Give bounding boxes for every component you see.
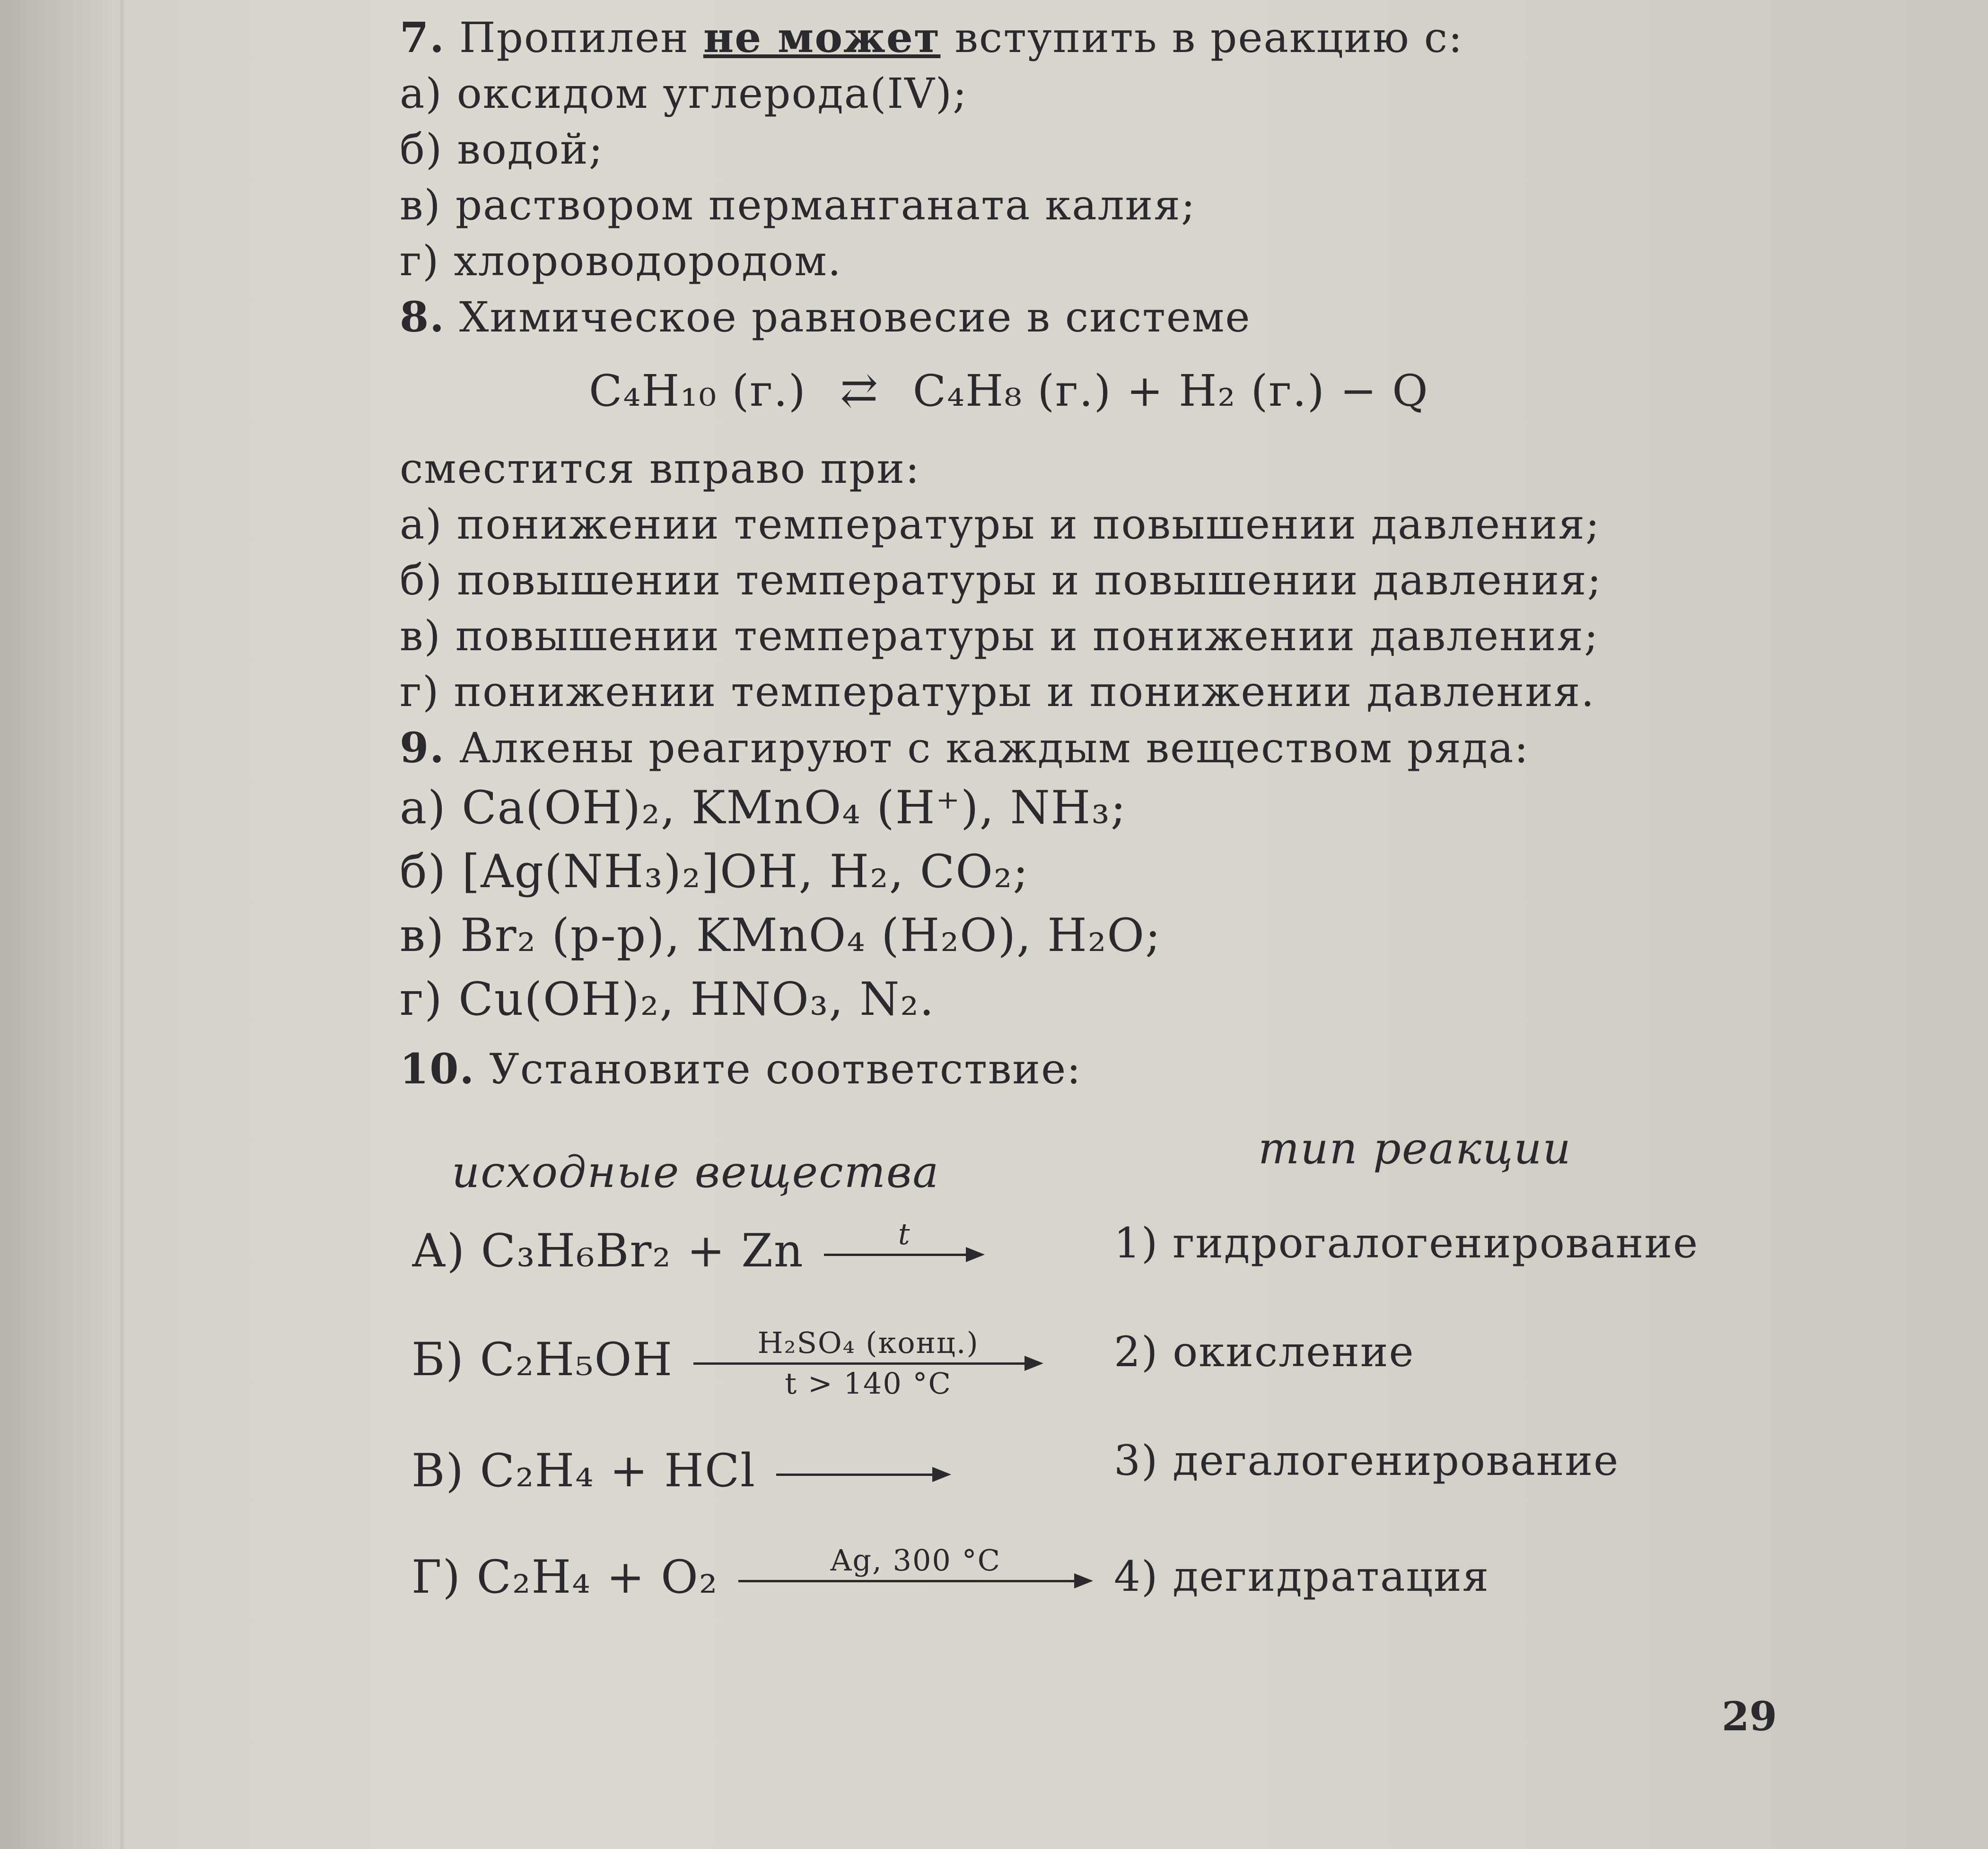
reaction-arrow-c: [776, 1446, 951, 1503]
reaction-arrow-a: [824, 1217, 985, 1283]
reactant-b-label: Б) C₂H₅OH: [412, 1333, 674, 1386]
question-8-option-a: а) понижении температуры и повышении давления;: [400, 500, 1601, 549]
arrow-c-head-icon: [932, 1467, 951, 1482]
reaction-type-4: 4) дегидратация: [1114, 1552, 1490, 1601]
reactant-a: [412, 1217, 985, 1283]
question-7-option-d: г) хлороводородом.: [400, 236, 842, 285]
reactant-d: [412, 1543, 1093, 1609]
question-9-option-d: г) Cu(OH)₂, HNO₃, N₂.: [400, 973, 935, 1026]
arrow-b-line: [693, 1362, 1025, 1365]
arrow-b-condition-above: H₂SO₄ (конц.): [757, 1326, 979, 1360]
arrow-a-head-icon: [966, 1247, 985, 1262]
equilibrium-arrow-icon: ⇄: [840, 364, 879, 417]
arrow-a-line: [824, 1254, 966, 1256]
question-7-emphasis: не может: [703, 13, 941, 62]
question-9: [400, 720, 1771, 776]
reaction-types-header: тип реакции: [1258, 1123, 1572, 1174]
question-8-continuation: сместится вправо при:: [400, 444, 920, 493]
reaction-type-2: 2) окисление: [1114, 1327, 1415, 1376]
question-9-option-a: а) Ca(OH)₂, KMnO₄ (H⁺), NH₃;: [400, 781, 1127, 834]
page-number: 29: [1722, 1693, 1777, 1740]
question-7: [400, 9, 1771, 66]
reaction-arrow-d: [738, 1543, 1093, 1609]
reaction-type-3: 3) дегалогенирование: [1114, 1436, 1620, 1485]
arrow-a-condition: t: [898, 1217, 911, 1251]
question-8-option-d: г) понижении температуры и понижении давления.: [400, 667, 1595, 716]
question-7-text-before: Пропилен: [459, 13, 689, 62]
question-10: [400, 1041, 1771, 1097]
question-8: [400, 289, 1771, 345]
question-7-number: 7.: [400, 13, 445, 62]
reaction-arrow-b: [693, 1326, 1043, 1401]
question-10-text: Установите соответствие:: [489, 1045, 1082, 1093]
arrow-d-condition: Ag, 300 °C: [830, 1543, 1001, 1578]
question-8-option-c: в) повышении температуры и понижении давления;: [400, 611, 1599, 660]
question-7-option-a: а) оксидом углерода(IV);: [400, 69, 968, 118]
question-9-option-b: б) [Ag(NH₃)₂]OH, H₂, CO₂;: [400, 845, 1029, 898]
question-8-text: Химическое равновесие в системе: [459, 293, 1251, 341]
question-7-option-c: в) раствором перманганата калия;: [400, 181, 1196, 229]
reactant-a-label: А) C₃H₆Br₂ + Zn: [412, 1224, 804, 1277]
question-7-option-b: б) водой;: [400, 125, 604, 174]
reactant-c-label: В) C₂H₄ + HCl: [412, 1444, 756, 1497]
question-7-text-after: вступить в реакцию с:: [955, 13, 1463, 62]
matching-block: [400, 1102, 1771, 1622]
reactant-b: [412, 1326, 1043, 1401]
arrow-d-line: [738, 1580, 1074, 1582]
equation-left: C₄H₁₀ (г.): [589, 366, 806, 416]
question-10-number: 10.: [400, 1044, 475, 1093]
page-content: [400, 9, 1771, 1622]
question-8-number: 8.: [400, 292, 445, 341]
reactant-c: [412, 1440, 951, 1503]
page-fold: [121, 0, 125, 1849]
arrow-b-condition-below: t > 140 °C: [785, 1366, 952, 1401]
question-9-number: 9.: [400, 723, 445, 772]
equation-right: C₄H₈ (г.) + H₂ (г.) − Q: [912, 366, 1429, 416]
arrow-c-line: [776, 1474, 932, 1476]
reactants-header: исходные вещества: [452, 1147, 940, 1197]
equilibrium-equation: [400, 359, 1771, 422]
reactant-d-label: Г) C₂H₄ + O₂: [412, 1551, 718, 1604]
arrow-d-head-icon: [1074, 1573, 1093, 1588]
question-8-option-b: б) повышении температуры и повышении давления;: [400, 556, 1603, 604]
reaction-type-1: 1) гидрогалогенирование: [1114, 1219, 1699, 1267]
question-9-option-c: в) Br₂ (р-р), KMnO₄ (H₂O), H₂O;: [400, 909, 1162, 962]
question-9-text: Алкены реагируют с каждым веществом ряда:: [459, 724, 1530, 772]
